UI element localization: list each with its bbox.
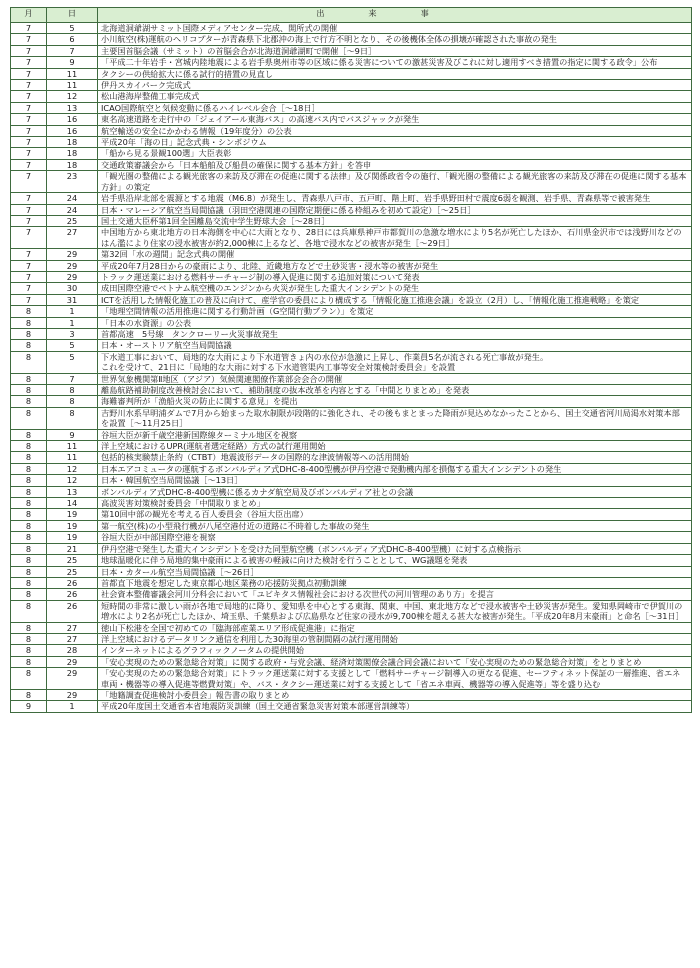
table-row	[11, 45, 692, 56]
table-row	[11, 701, 692, 712]
day-cell: 13	[47, 486, 98, 497]
day-cell: 11	[47, 68, 98, 79]
month-cell: 7	[11, 294, 47, 305]
month-cell: 9	[11, 701, 47, 712]
table-row	[11, 555, 692, 566]
day-cell: 16	[47, 125, 98, 136]
event-cell: 下水道工事において、局地的な大雨により下水道管きょ内の水位が急激に上昇し、作業員5名が流される死亡事故が発生。 これを受けて、21日に「局地的な大雨に対する下水道管渠内工事等安全対策検討委員会」を設置	[98, 351, 692, 373]
month-cell: 8	[11, 633, 47, 644]
event-cell: タクシーの供給拡大に係る試行的措置の見直し	[98, 68, 692, 79]
table-row	[11, 373, 692, 384]
month-cell: 8	[11, 656, 47, 667]
table-row	[11, 441, 692, 452]
day-cell: 25	[47, 555, 98, 566]
table-row	[11, 137, 692, 148]
event-cell: 平成20年7月28日からの豪雨により、北陸、近畿地方などで土砂災害・浸水等の被害が発生	[98, 260, 692, 271]
month-cell: 8	[11, 498, 47, 509]
day-cell: 18	[47, 148, 98, 159]
month-cell: 8	[11, 340, 47, 351]
month-cell: 8	[11, 385, 47, 396]
event-cell: 主要国首脳会議（サミット）の首脳会合が北海道洞爺湖町で開催［〜9日］	[98, 45, 692, 56]
table-row	[11, 429, 692, 440]
day-cell: 29	[47, 249, 98, 260]
day-cell: 28	[47, 645, 98, 656]
month-cell: 7	[11, 68, 47, 79]
day-cell: 13	[47, 102, 98, 113]
table-row	[11, 260, 692, 271]
day-cell: 21	[47, 543, 98, 554]
event-cell: 日本・韓国航空当局間協議［〜13日］	[98, 475, 692, 486]
day-cell: 12	[47, 463, 98, 474]
event-cell: 「平成二十年岩手・宮城内陸地震による岩手県奥州市等の区域に係る災害についての激甚災害及びこれに対し適用すべき措置の指定に関する政令」公布	[98, 57, 692, 68]
table-row	[11, 23, 692, 34]
table-row	[11, 328, 692, 339]
table-row	[11, 114, 692, 125]
table-row	[11, 577, 692, 588]
month-cell: 8	[11, 689, 47, 700]
event-cell: 「観光圏の整備による観光旅客の来訪及び滞在の促進に関する法律」及び関係政省令の施行、「観光圏の整備による観光旅客の来訪及び滞在の促進に関する基本方針」の策定	[98, 171, 692, 193]
table-row	[11, 215, 692, 226]
day-cell: 11	[47, 441, 98, 452]
day-cell: 14	[47, 498, 98, 509]
month-cell: 8	[11, 589, 47, 600]
month-cell: 8	[11, 520, 47, 531]
day-cell: 18	[47, 137, 98, 148]
event-cell: 北海道洞爺湖サミット国際メディアセンター完成、開所式の開催	[98, 23, 692, 34]
month-cell: 8	[11, 452, 47, 463]
day-cell: 30	[47, 283, 98, 294]
event-cell: 成田国際空港でベトナム航空機のエンジンから火災が発生した重大インシデントの発生	[98, 283, 692, 294]
month-cell: 7	[11, 102, 47, 113]
event-cell: 第10回中部の観光を考える百人委員会（谷垣大臣出席）	[98, 509, 692, 520]
day-cell: 26	[47, 589, 98, 600]
month-cell: 7	[11, 148, 47, 159]
event-cell: 吉野川水系早明浦ダムで7月から始まった取水制限が段階的に強化され、その後もまとまった降雨が見込めなかったことから、国土交通省河川局渇水対策本部を設置［〜11月25日］	[98, 407, 692, 429]
day-cell: 26	[47, 577, 98, 588]
month-cell: 8	[11, 407, 47, 429]
header-month: 月	[11, 8, 47, 23]
event-cell: 「安心実現のための緊急総合対策」に関する政府・与党会議、経済対策閣僚会議合同会議において「安心実現のための緊急総合対策」をとりまとめ	[98, 656, 692, 667]
day-cell: 5	[47, 23, 98, 34]
event-cell: 東名高速道路を走行中の「ジェイアール東海バス」の高速バス内でバスジャックが発生	[98, 114, 692, 125]
day-cell: 23	[47, 171, 98, 193]
month-cell: 7	[11, 45, 47, 56]
day-cell: 24	[47, 204, 98, 215]
table-row	[11, 227, 692, 249]
day-cell: 11	[47, 452, 98, 463]
table-row	[11, 689, 692, 700]
day-cell: 1	[47, 306, 98, 317]
month-cell: 8	[11, 373, 47, 384]
event-cell: 小川航空(株)運航のヘリコプターが青森県下北郡沖の海上で行方不明となり、その後機体全体の損壊が確認された事故の発生	[98, 34, 692, 45]
month-cell: 8	[11, 509, 47, 520]
month-cell: 8	[11, 463, 47, 474]
day-cell: 16	[47, 114, 98, 125]
table-row	[11, 520, 692, 531]
month-cell: 8	[11, 351, 47, 373]
month-cell: 7	[11, 137, 47, 148]
event-cell: 日本・マレーシア航空当局間協議（羽田空港関連の国際定期便に係る枠組みを初めて設定）［〜25日］	[98, 204, 692, 215]
month-cell: 8	[11, 429, 47, 440]
day-cell: 8	[47, 407, 98, 429]
event-cell: 平成20年「海の日」記念式典・シンポジウム	[98, 137, 692, 148]
table-row	[11, 193, 692, 204]
day-cell: 19	[47, 509, 98, 520]
month-cell: 7	[11, 271, 47, 282]
month-cell: 7	[11, 193, 47, 204]
event-cell: 中国地方から東北地方の日本海側を中心に大雨となり、28日には兵庫県神戸市都賀川の急激な増水により5名が死亡したほか、石川県金沢市では浅野川などのはん濫により住家の浸水被害が約2,000棟に上るなど、各地で浸水などの被害が発生［〜29日］	[98, 227, 692, 249]
month-cell: 8	[11, 600, 47, 622]
table-row	[11, 633, 692, 644]
month-cell: 7	[11, 227, 47, 249]
month-cell: 7	[11, 215, 47, 226]
month-cell: 7	[11, 80, 47, 91]
event-cell: 「安心実現のための緊急総合対策」にトラック運送業に対する支援として「燃料サーチャージ制導入の更なる促進、セーフティネット保証の一層推進、省エネ車両・機器等の導入促進等燃費対策」や、バス・タクシー運送業に対する支援として「省エネ車両、機器等の導入促進等」等を盛り込む	[98, 668, 692, 690]
event-cell: ICTを活用した情報化施工の普及に向けて、産学官の委員により構成する「情報化施工推進会議」を設立（2月）し、「情報化施工推進戦略」を策定	[98, 294, 692, 305]
event-cell: 地球温暖化に伴う局地的集中豪雨による被害の軽減に向けた検討を行うこととして、WG議題を発表	[98, 555, 692, 566]
table-row	[11, 600, 692, 622]
month-cell: 8	[11, 645, 47, 656]
chronology-table	[10, 7, 692, 713]
table-row	[11, 204, 692, 215]
table-row	[11, 396, 692, 407]
table-body	[11, 23, 692, 713]
day-cell: 26	[47, 600, 98, 622]
table-row	[11, 148, 692, 159]
table-row	[11, 656, 692, 667]
table-row	[11, 125, 692, 136]
table-row	[11, 407, 692, 429]
event-cell: 日本エアコミュータの運航するボンバルディア式DHC-8-400型機が伊丹空港で発動機内部を損傷する重大インシデントの発生	[98, 463, 692, 474]
table-row	[11, 589, 692, 600]
table-row	[11, 486, 692, 497]
day-cell: 5	[47, 351, 98, 373]
event-cell: 洋上空域におけるデータリンク通信を利用した30海里の管制間隔の試行運用開始	[98, 633, 692, 644]
day-cell: 31	[47, 294, 98, 305]
month-cell: 8	[11, 577, 47, 588]
header-row	[11, 8, 692, 23]
month-cell: 7	[11, 91, 47, 102]
table-row	[11, 645, 692, 656]
month-cell: 8	[11, 441, 47, 452]
day-cell: 1	[47, 317, 98, 328]
day-cell: 25	[47, 215, 98, 226]
day-cell: 29	[47, 656, 98, 667]
month-cell: 7	[11, 114, 47, 125]
event-cell: 短時間の非常に激しい雨が各地で局地的に降り、愛知県を中心とする東海、関東、中国、東北地方などで浸水被害や土砂災害が発生。愛知県岡崎市で伊賀川の増水により2名が死亡したほか、埼玉県、千葉県および広島県など住家の浸水が9,700棟を超える甚大な被害が発生。「平成20年8月末豪雨」と命名［〜31日］	[98, 600, 692, 622]
event-cell: 谷垣大臣が中部国際空港を視察	[98, 532, 692, 543]
day-cell: 6	[47, 34, 98, 45]
month-cell: 7	[11, 260, 47, 271]
event-cell: 第一航空(株)の小型飛行機が八尾空港付近の道路に不時着した事故の発生	[98, 520, 692, 531]
table-row	[11, 340, 692, 351]
event-cell: 社会資本整備審議会河川分科会において「ユビキタス情報社会における次世代の河川管理のあり方」を提言	[98, 589, 692, 600]
table-row	[11, 317, 692, 328]
event-cell: 「地理空間情報の活用推進に関する行動計画（G空間行動プラン）」を策定	[98, 306, 692, 317]
event-cell: 岩手県沿岸北部を震源とする地震（M6.8）が発生し、青森県八戸市、五戸町、階上町、岩手県野田村で震度6弱を観測、岩手県、青森県等で被害発生	[98, 193, 692, 204]
event-cell: 谷垣大臣が新千歳空港新国際線ターミナル地区を視察	[98, 429, 692, 440]
event-cell: ICAO国際航空と気候変動に係るハイレベル会合［〜18日］	[98, 102, 692, 113]
table-row	[11, 532, 692, 543]
event-cell: 世界気象機関第Ⅱ地区（アジア）気候関連閣僚作業部会会合の開催	[98, 373, 692, 384]
day-cell: 7	[47, 373, 98, 384]
event-cell: 海難審判所が「漁船火災の防止に関する意見」を提出	[98, 396, 692, 407]
day-cell: 27	[47, 633, 98, 644]
event-cell: 航空輸送の安全にかかわる情報（19年度分）の公表	[98, 125, 692, 136]
table-row	[11, 283, 692, 294]
table-row	[11, 566, 692, 577]
day-cell: 29	[47, 689, 98, 700]
day-cell: 24	[47, 193, 98, 204]
event-cell: 平成20年度国土交通省本省地震防災訓練（国土交通省緊急災害対策本部運営訓練等）	[98, 701, 692, 712]
event-cell: 首都直下地震を想定した東京都心地区業務の応援防災拠点初動訓練	[98, 577, 692, 588]
day-cell: 12	[47, 91, 98, 102]
event-cell: 離島航路補助制度改善検討会において、補助制度の抜本改革を内容とする「中間とりまとめ」を発表	[98, 385, 692, 396]
month-cell: 7	[11, 171, 47, 193]
day-cell: 9	[47, 429, 98, 440]
table-row	[11, 622, 692, 633]
month-cell: 7	[11, 23, 47, 34]
month-cell: 8	[11, 306, 47, 317]
event-cell: 伊丹スカイパーク完成式	[98, 80, 692, 91]
event-cell: 洋上空域におけるUPR(運航者選定経路）方式の試行運用開始	[98, 441, 692, 452]
table-row	[11, 385, 692, 396]
day-cell: 29	[47, 668, 98, 690]
event-cell: 「地籍調査促進検討小委員会」報告書の取りまとめ	[98, 689, 692, 700]
event-cell: 第32回「水の週間」記念式典の開催	[98, 249, 692, 260]
month-cell: 8	[11, 486, 47, 497]
month-cell: 8	[11, 317, 47, 328]
month-cell: 8	[11, 668, 47, 690]
event-cell: 日本・オーストリア航空当局間協議	[98, 340, 692, 351]
month-cell: 7	[11, 57, 47, 68]
table-row	[11, 68, 692, 79]
day-cell: 12	[47, 475, 98, 486]
event-cell: 松山港海岸整備工事完成式	[98, 91, 692, 102]
table-row	[11, 452, 692, 463]
day-cell: 5	[47, 340, 98, 351]
month-cell: 8	[11, 396, 47, 407]
month-cell: 8	[11, 328, 47, 339]
table-row	[11, 249, 692, 260]
month-cell: 7	[11, 34, 47, 45]
table-row	[11, 34, 692, 45]
day-cell: 27	[47, 622, 98, 633]
table-row	[11, 351, 692, 373]
month-cell: 8	[11, 475, 47, 486]
table-row	[11, 80, 692, 91]
table-row	[11, 57, 692, 68]
month-cell: 8	[11, 566, 47, 577]
event-cell: 伊丹空港で発生した重大インシデントを受けた同型航空機（ボンバルディア式DHC-8-400型機）に対する点検指示	[98, 543, 692, 554]
table-row	[11, 159, 692, 170]
table-row	[11, 509, 692, 520]
day-cell: 27	[47, 227, 98, 249]
day-cell: 9	[47, 57, 98, 68]
event-cell: 徳山下松港を全国で初めての「臨海部産業エリア形成促進港」に指定	[98, 622, 692, 633]
table-row	[11, 475, 692, 486]
day-cell: 11	[47, 80, 98, 91]
month-cell: 7	[11, 283, 47, 294]
event-cell: 「日本の水資源」の公表	[98, 317, 692, 328]
month-cell: 8	[11, 622, 47, 633]
day-cell: 8	[47, 385, 98, 396]
day-cell: 29	[47, 271, 98, 282]
event-cell: 包括的核実験禁止条約（CTBT）地震波形データの国際的な津波情報等への活用開始	[98, 452, 692, 463]
day-cell: 1	[47, 701, 98, 712]
day-cell: 19	[47, 520, 98, 531]
table-row	[11, 543, 692, 554]
table-row	[11, 294, 692, 305]
month-cell: 8	[11, 555, 47, 566]
chronology-table-container	[10, 7, 691, 713]
day-cell: 3	[47, 328, 98, 339]
event-cell: 日本・カタール航空当局間協議［〜26日］	[98, 566, 692, 577]
table-row	[11, 171, 692, 193]
event-cell: 交通政策審議会から「日本船舶及び船員の確保に関する基本方針」を答申	[98, 159, 692, 170]
event-cell: トラック運送業における燃料サーチャージ制の導入促進に関する追加対策について発表	[98, 271, 692, 282]
header-day: 日	[47, 8, 98, 23]
table-header	[11, 8, 692, 23]
day-cell: 25	[47, 566, 98, 577]
day-cell: 7	[47, 45, 98, 56]
table-row	[11, 498, 692, 509]
month-cell: 7	[11, 204, 47, 215]
month-cell: 7	[11, 249, 47, 260]
day-cell: 29	[47, 260, 98, 271]
table-row	[11, 306, 692, 317]
event-cell: ボンバルディア式DHC-8-400型機に係るカナダ航空局及びボンバルディア社との会議	[98, 486, 692, 497]
month-cell: 7	[11, 125, 47, 136]
table-row	[11, 102, 692, 113]
month-cell: 7	[11, 159, 47, 170]
day-cell: 18	[47, 159, 98, 170]
table-row	[11, 91, 692, 102]
header-event: 出来事	[98, 8, 692, 23]
event-cell: インターネットによるグラフィックノータムの提供開始	[98, 645, 692, 656]
table-row	[11, 668, 692, 690]
event-cell: 首都高速 5号線 タンクローリー火災事故発生	[98, 328, 692, 339]
event-cell: 高波災害対策検討委員会「中間取りまとめ」	[98, 498, 692, 509]
event-cell: 「船から見る景観100選」大臣表彰	[98, 148, 692, 159]
month-cell: 8	[11, 532, 47, 543]
table-row	[11, 271, 692, 282]
day-cell: 19	[47, 532, 98, 543]
day-cell: 8	[47, 396, 98, 407]
month-cell: 8	[11, 543, 47, 554]
table-row	[11, 463, 692, 474]
event-cell: 国土交通大臣杯第1回全国離島交流中学生野球大会［〜28日］	[98, 215, 692, 226]
